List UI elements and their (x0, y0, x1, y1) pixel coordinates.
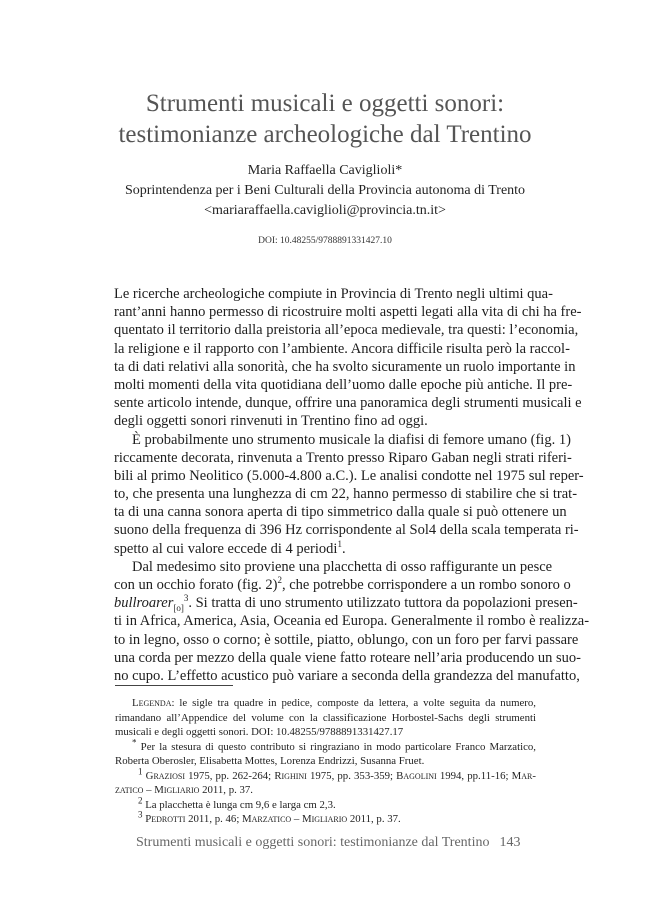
body-line: quentato il territorio dalla preistoria all’epoca medievale, tra questi: l’economia, (114, 322, 579, 339)
author-email[interactable]: <mariaraffaella.caviglioli@provincia.tn.it> (204, 203, 446, 218)
body-line: ta di una canna sonora aperta di tipo simmetrico dalla quale si può ottenere un (114, 504, 567, 521)
footnote-mark: 2 (138, 794, 143, 805)
footnote-2: $^2$ La placchetta è lunga cm 9,6 e larga cm 2,3. (138, 794, 336, 811)
body-line: Le ricerche archeologiche compiute in Provincia di Trento negli ultimi qua- (114, 286, 553, 302)
body-line: spetto al cui valore eccede di 4 periodi$^1$. (114, 538, 346, 557)
author-block (0, 161, 650, 221)
body-line-text: spetto al cui valore eccede di 4 periodi (114, 540, 338, 557)
classification-subscript: [o] (173, 603, 184, 614)
body-line: suono della frequenza di 396 Hz corrispondente al Sol4 della scala temperata ri- (114, 522, 579, 539)
body-line: Dal medesimo sito proviene una placchetta di osso raffigurante un pesce (132, 558, 553, 575)
body-line: rant’anni hanno permesso di ricostruire molti aspetti legati alla vita di chi ha fre- (114, 304, 582, 321)
footnote-mark: 3 (138, 809, 143, 820)
body-line (114, 593, 578, 614)
article-doi[interactable]: DOI: 10.48255/9788891331427.10 (258, 236, 392, 246)
body-line-text: . Si tratta di uno strumento utilizzato tuttora da popolazioni presen- (188, 595, 578, 612)
running-title: Strumenti musicali e oggetti sonori: testimonianze dal Trentino (136, 835, 490, 850)
footnote-line: Roberta Oberosler, Elisabetta Mottes, Lorenza Endrizzi, Susanna Fruet. (115, 755, 425, 767)
footnote-mark: * (132, 736, 137, 747)
body-line: la religione e il rapporto con l’ambiente. Ancora difficile risulta però la raccol- (114, 340, 570, 357)
body-line: bili al primo Neolitico (5.000-4.800 a.C.). Le analisi condotte nel 1975 sul reper- (114, 467, 584, 484)
body-line: to in legno, osso o corno; è sottile, piatto, oblungo, con un foro per farvi passare (114, 631, 579, 648)
footnote-line: zatico – Migliario 2011, p. 37. (115, 784, 253, 796)
body-line: È probabilmente uno strumento musicale la diafisi di femore umano (fig. 1) (132, 431, 571, 448)
footnote-ref-3[interactable]: 3 (183, 593, 189, 604)
legenda-label: Legenda (132, 697, 172, 709)
article-title-line-1: Strumenti musicali e oggetti sonori: (145, 90, 505, 117)
footnote-line: musicali e degli oggetti sonori. DOI: 10.48255/9788891331427.17 (115, 726, 404, 738)
body-line: degli oggetti sonori rinvenuti in Trentino fino ad oggi. (114, 413, 428, 430)
footnote-divider (115, 685, 233, 686)
footnote-legenda: Legenda: le sigle tra quadre in pedice, composte da lettera, a volte seguita da numero, (132, 697, 536, 709)
body-line: riccamente decorata, rinvenuta a Trento presso Riparo Gaban negli strati riferi- (114, 449, 572, 466)
body-line: no cupo. L’effetto acustico può variare a seconda della grandezza del manufatto, (114, 667, 580, 684)
body-line: ti in Africa, America, Asia, Oceania ed Europa. Generalmente il rombo è realizza- (114, 613, 590, 630)
footnote-3: $^3$ Pedrotti 2011, p. 46; Marzatico – Migliario 2011, p. 37. (138, 809, 401, 825)
term-bullroarer: bullroarer (114, 595, 174, 612)
body-line: molti momenti della vita quotidiana dell’uomo dalle epoche più antiche. Il pre- (114, 376, 573, 393)
article-title (0, 88, 650, 150)
footnote-1: $^1$ Graziosi 1975, pp. 262-264; Righini 1975, pp. 353-359; Bagolini 1994, pp.11-16; Mar- (138, 765, 536, 782)
article-title-line-2: testimonianze archeologiche dal Trentino (118, 121, 532, 148)
footnote-ref-2[interactable]: 2 (277, 575, 282, 586)
footnote-mark: 1 (138, 765, 143, 776)
body-line-text: , che potrebbe corrispondere a un rombo sonoro o (281, 577, 571, 593)
body-line: sente articolo intende, dunque, offrire una panoramica degli strumenti musicali e (114, 395, 582, 412)
page-number: 143 (499, 835, 521, 850)
footnote-ref-1[interactable]: 1 (337, 538, 342, 549)
body-line (114, 575, 571, 594)
author-affiliation: Soprintendenza per i Beni Culturali della Provincia autonoma di Trento (124, 183, 526, 198)
footnote-star: * Per la stesura di questo contributo si ringraziano in modo particolare Franco Marzatico, (132, 736, 536, 753)
footnotes (115, 696, 536, 827)
body-line: to, che presenta una lunghezza di cm 22, hanno permesso di stabilire che si trat- (114, 486, 578, 503)
body-text (114, 285, 590, 685)
page-footer (136, 835, 536, 851)
body-line-text: con un occhio forato (fig. 2) (114, 577, 278, 593)
footnote-line: rimandano all’Appendice del volume con la classificazione Horbostel-Sachs degli strumenti (115, 711, 536, 724)
author-name: Maria Raffaella Caviglioli* (247, 163, 403, 178)
body-line: ta di dati relativi alla sonorità, che ha svolto sicuramente un ruolo importante in (114, 358, 576, 375)
body-line: una corda per mezzo della quale viene fatto roteare nell’aria producendo un suo- (114, 649, 582, 666)
